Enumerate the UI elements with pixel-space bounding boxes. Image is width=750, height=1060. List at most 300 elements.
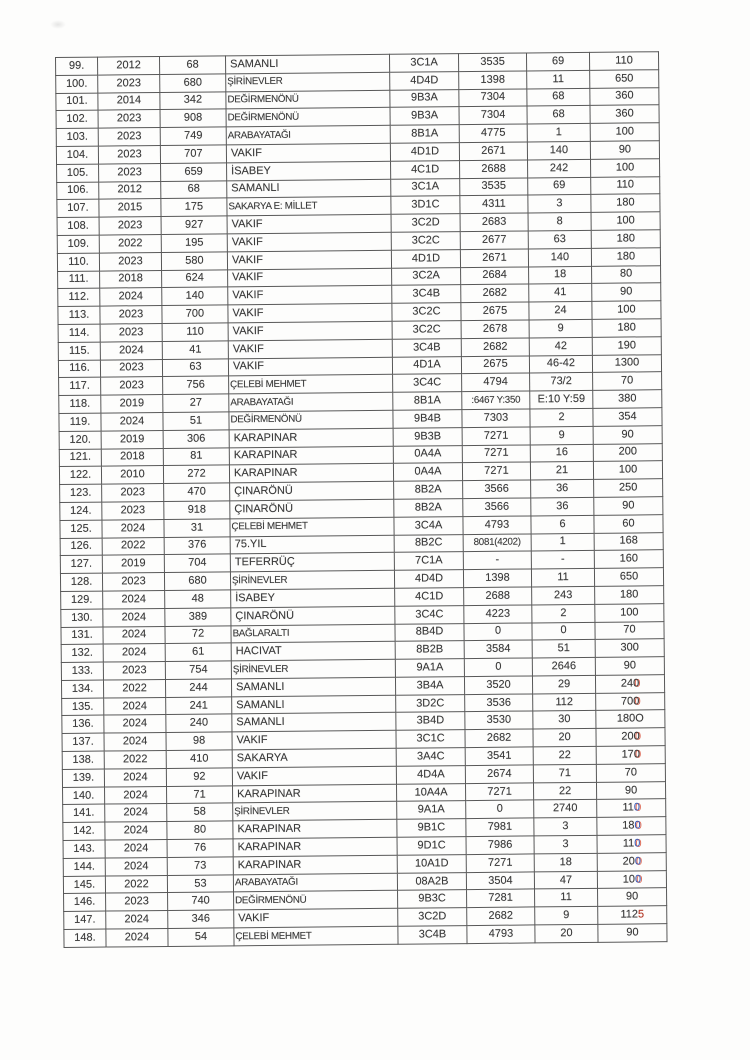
cell-col8: 650 xyxy=(594,568,663,586)
cell-col6: 7271 xyxy=(465,783,533,801)
cell-col1: 128. xyxy=(60,573,102,591)
cell-col5: 9B3A xyxy=(390,107,459,125)
cell-col1: 138. xyxy=(62,751,104,769)
cell-col7: 36 xyxy=(531,479,594,497)
cell-col7: 6 xyxy=(531,515,594,533)
cell-col3: 71 xyxy=(167,786,233,804)
cell-col8: 180O xyxy=(596,710,665,728)
cell-col1: 133. xyxy=(61,662,103,680)
cell-col7: 3 xyxy=(528,195,591,213)
cell-col8: 170 xyxy=(596,746,665,764)
cell-col6: 1398 xyxy=(463,569,531,587)
cell-col5: 3C2C xyxy=(392,303,461,321)
cell-col8: 100 xyxy=(590,123,659,141)
cell-col4: KARAPINAR xyxy=(233,784,397,803)
cell-col7: 73/2 xyxy=(530,373,593,391)
cell-col7: 9 xyxy=(535,907,598,925)
cell-col7: 42 xyxy=(529,337,592,355)
cell-col7: 63 xyxy=(528,230,591,248)
cell-col4: SAMANLI xyxy=(227,179,391,198)
cell-col8: 650 xyxy=(590,70,659,88)
cell-col8: 90 xyxy=(594,497,663,515)
cell-col8: 160 xyxy=(594,550,663,568)
cell-col8: 1300 xyxy=(592,354,661,372)
cell-col1: 105. xyxy=(57,164,99,182)
cell-col5: 8B2C xyxy=(394,534,463,552)
cell-col7: E:10 Y:59 xyxy=(530,390,593,408)
cell-col5: 9B3C xyxy=(398,890,467,908)
table-scan-tilt-wrapper xyxy=(55,51,668,948)
cell-col7: 11 xyxy=(527,70,590,88)
cell-col5: 3C4A xyxy=(394,516,463,534)
cell-col2: 2012 xyxy=(98,56,160,74)
cell-col5: 3B4A xyxy=(395,676,464,694)
cell-col5: 10A1D xyxy=(397,854,466,872)
cell-col1: 125. xyxy=(60,520,102,538)
cell-col4: KARAPINAR xyxy=(229,446,393,465)
cell-col8: 190 xyxy=(592,336,661,354)
cell-col1: 132. xyxy=(61,644,103,662)
cell-col8: 70 xyxy=(593,372,662,390)
cell-col5: 3D1C xyxy=(391,196,460,214)
cell-col2: 2024 xyxy=(103,608,165,626)
cell-col1: 124. xyxy=(60,502,102,520)
cell-col7: 36 xyxy=(531,497,594,515)
cell-col4: VAKIF xyxy=(228,339,392,358)
cell-col3: 376 xyxy=(164,536,230,554)
cell-col5: 3C2C xyxy=(392,321,461,339)
cell-col5: 4C1D xyxy=(391,160,460,178)
cell-col1: 123. xyxy=(60,484,102,502)
cell-col8: 180 xyxy=(595,586,664,604)
cell-col1: 140. xyxy=(63,787,105,805)
cell-col6: 0 xyxy=(466,800,534,818)
cell-col6: 7271 xyxy=(466,854,534,872)
cell-col3: 908 xyxy=(160,109,226,127)
cell-col3: 470 xyxy=(164,483,230,501)
cell-col2: 2024 xyxy=(103,590,165,608)
cell-col7: 21 xyxy=(530,462,593,480)
cell-col1: 106. xyxy=(57,182,99,200)
cell-col4: ŞİRİNEVLER xyxy=(230,570,394,589)
cell-col6: :6467 Y:350 xyxy=(462,391,530,409)
cell-col6: 2671 xyxy=(460,249,528,267)
cell-col3: 659 xyxy=(161,163,227,181)
cell-col2: 2023 xyxy=(98,74,160,92)
cell-col7: 140 xyxy=(528,248,591,266)
cell-col2: 2018 xyxy=(101,448,163,466)
cell-col8: 90 xyxy=(598,924,667,942)
cell-col4: İSABEY xyxy=(231,588,395,607)
cell-col6: 2688 xyxy=(464,587,532,605)
cell-col1: 127. xyxy=(60,555,102,573)
cell-col5: 8B2B xyxy=(395,641,464,659)
cell-col1: 146. xyxy=(64,894,106,912)
cell-col3: 27 xyxy=(163,394,229,412)
cell-col3: 918 xyxy=(164,501,230,519)
cell-col3: 342 xyxy=(160,91,226,109)
cell-col7: 18 xyxy=(534,853,597,871)
cell-col2: 2024 xyxy=(104,733,166,751)
cell-col4: VAKIF xyxy=(228,357,392,376)
cell-col6: 3504 xyxy=(466,872,534,890)
cell-col4: VAKIF xyxy=(234,908,398,927)
cell-col1: 99. xyxy=(56,57,98,75)
cell-col6: 3584 xyxy=(464,640,532,658)
cell-col2: 2023 xyxy=(100,359,162,377)
cell-col2: 2024 xyxy=(104,697,166,715)
cell-col3: 756 xyxy=(163,376,229,394)
cell-col4: SAMANLI xyxy=(232,713,396,732)
cell-col6: 7281 xyxy=(467,889,535,907)
cell-col7: 69 xyxy=(526,52,589,70)
cell-col8: 380 xyxy=(593,390,662,408)
cell-col6: 8081(4202) xyxy=(463,533,531,551)
cell-col6: 7271 xyxy=(462,444,530,462)
cell-col5: 9D1C xyxy=(397,837,466,855)
cell-col7: 3 xyxy=(534,835,597,853)
cell-col1: 118. xyxy=(59,395,101,413)
cell-col5: 3C2D xyxy=(398,908,467,926)
cell-col6: 4775 xyxy=(459,124,527,142)
cell-col6: 3535 xyxy=(458,53,526,71)
cell-col1: 139. xyxy=(62,769,104,787)
cell-col2: 2024 xyxy=(103,626,165,644)
cell-col8: 360 xyxy=(590,87,659,105)
cell-col3: 175 xyxy=(161,198,227,216)
cell-col4: VAKIF xyxy=(228,268,392,287)
color-fringe-digit: 0 xyxy=(633,694,640,708)
cell-col4: DEĞİRMENÖNÜ xyxy=(234,891,398,910)
cell-col1: 135. xyxy=(62,698,104,716)
cell-col8: 90 xyxy=(598,888,667,906)
cell-col2: 2023 xyxy=(102,573,164,591)
cell-col3: 73 xyxy=(167,857,233,875)
cell-col7: 11 xyxy=(535,889,598,907)
cell-col7: 16 xyxy=(530,444,593,462)
cell-col8: 180 xyxy=(591,194,660,212)
cell-col4: DEĞİRMENÖNÜ xyxy=(226,90,390,109)
cell-col3: 704 xyxy=(164,554,230,572)
cell-col3: 410 xyxy=(166,750,232,768)
cell-col2: 2024 xyxy=(100,288,162,306)
cell-col8: 110 xyxy=(597,835,666,853)
cell-col7: 47 xyxy=(534,871,597,889)
cell-col1: 107. xyxy=(57,199,99,217)
cell-col5: 9B3B xyxy=(393,427,462,445)
cell-col8: 200 xyxy=(597,853,666,871)
cell-col7: 41 xyxy=(529,284,592,302)
cell-col5: 3C4C xyxy=(395,605,464,623)
cell-col4: ÇELEBİ MEHMET xyxy=(234,926,398,945)
cell-col7: 20 xyxy=(535,924,598,942)
cell-col7: 18 xyxy=(529,266,592,284)
cell-col2: 2022 xyxy=(104,751,166,769)
cell-col7: 2740 xyxy=(534,800,597,818)
cell-col6: 2682 xyxy=(465,729,533,747)
cell-col6: 3520 xyxy=(464,676,532,694)
cell-col1: 143. xyxy=(63,840,105,858)
cell-col3: 700 xyxy=(162,305,228,323)
cell-col6: 1398 xyxy=(459,71,527,89)
cell-col2: 2019 xyxy=(101,395,163,413)
cell-col2: 2023 xyxy=(106,893,168,911)
cell-col1: 148. xyxy=(64,929,106,947)
cell-col1: 141. xyxy=(63,805,105,823)
cell-col5: 3C4B xyxy=(398,926,467,944)
cell-col6: - xyxy=(463,551,531,569)
cell-col8: 180 xyxy=(597,817,666,835)
cell-col4: VAKIF xyxy=(227,250,391,269)
cell-col8: 110 xyxy=(589,52,658,70)
cell-col4: SAMANLI xyxy=(232,695,396,714)
cell-col4: ÇINARÖNÜ xyxy=(230,499,394,518)
cell-col2: 2022 xyxy=(102,537,164,555)
cell-col4: ŞİRİNEVLER xyxy=(231,659,395,678)
cell-col5: 3C2D xyxy=(391,214,460,232)
cell-col6: 3541 xyxy=(465,747,533,765)
color-fringe-digit: 5 xyxy=(637,908,645,921)
cell-col8: 300 xyxy=(595,639,664,657)
cell-col6: 3535 xyxy=(460,178,528,196)
cell-col3: 63 xyxy=(162,358,228,376)
cell-col7: 9 xyxy=(529,319,592,337)
cell-col6: 7271 xyxy=(462,427,530,445)
cell-col7: 20 xyxy=(533,729,596,747)
cell-col2: 2024 xyxy=(105,840,167,858)
cell-col1: 112. xyxy=(58,288,100,306)
cell-col1: 119. xyxy=(59,413,101,431)
color-fringe-digit: 0 xyxy=(634,872,642,886)
cell-col6: 4793 xyxy=(467,925,535,943)
cell-col4: DEĞİRMENÖNÜ xyxy=(226,108,390,127)
cell-col6: 0 xyxy=(464,622,532,640)
cell-col3: 80 xyxy=(167,821,233,839)
cell-col3: 51 xyxy=(163,412,229,430)
cell-col8: 60 xyxy=(594,514,663,532)
cell-col2: 2023 xyxy=(98,110,160,128)
records-table xyxy=(55,51,668,948)
cell-col6: 7981 xyxy=(466,818,534,836)
cell-col5: 4D1D xyxy=(391,249,460,267)
cell-col2: 2023 xyxy=(102,484,164,502)
cell-col6: 7304 xyxy=(459,89,527,107)
cell-col5: 9A1A xyxy=(397,801,466,819)
cell-col2: 2024 xyxy=(105,857,167,875)
cell-col3: 389 xyxy=(165,608,231,626)
cell-col7: 112 xyxy=(533,693,596,711)
cell-col5: 7C1A xyxy=(394,552,463,570)
cell-col6: 4793 xyxy=(463,516,531,534)
cell-col1: 109. xyxy=(57,235,99,253)
cell-col2: 2024 xyxy=(105,804,167,822)
cell-col1: 145. xyxy=(63,876,105,894)
cell-col7: 68 xyxy=(527,106,590,124)
cell-col3: 68 xyxy=(159,56,225,74)
cell-col1: 144. xyxy=(63,858,105,876)
cell-col6: 2684 xyxy=(461,267,529,285)
cell-col1: 115. xyxy=(58,342,100,360)
cell-col3: 58 xyxy=(167,803,233,821)
cell-col6: 2671 xyxy=(459,142,527,160)
cell-col1: 120. xyxy=(59,431,101,449)
cell-col2: 2022 xyxy=(99,234,161,252)
cell-col4: VAKIF xyxy=(228,321,392,340)
cell-col8: 70 xyxy=(596,764,665,782)
cell-col4: VAKIF xyxy=(227,214,391,233)
cell-col4: ARABAYATAĞI xyxy=(229,392,393,411)
cell-col5: 8B2A xyxy=(394,499,463,517)
color-fringe-digit: 0 xyxy=(633,801,641,814)
cell-col1: 100. xyxy=(56,75,98,93)
cell-col4: VAKIF xyxy=(232,766,396,785)
cell-col3: 244 xyxy=(165,679,231,697)
color-fringe-digit: 0 xyxy=(633,677,640,690)
cell-col5: 3C4C xyxy=(393,374,462,392)
cell-col4: İSABEY xyxy=(227,161,391,180)
cell-col5: 4C1D xyxy=(395,588,464,606)
cell-col2: 2024 xyxy=(106,911,168,929)
cell-col6: 2674 xyxy=(465,765,533,783)
cell-col3: 110 xyxy=(162,323,228,341)
cell-col5: 08A2B xyxy=(397,872,466,890)
cell-col2: 2023 xyxy=(98,128,160,146)
cell-col8: 200 xyxy=(593,443,662,461)
cell-col6: 2678 xyxy=(461,320,529,338)
cell-col3: 76 xyxy=(167,839,233,857)
cell-col7: 24 xyxy=(529,302,592,320)
cell-col3: 624 xyxy=(162,269,228,287)
cell-col8: 1125 xyxy=(598,906,667,924)
cell-col2: 2022 xyxy=(105,875,167,893)
cell-col5: 9B3A xyxy=(390,89,459,107)
cell-col7: 140 xyxy=(527,141,590,159)
cell-col6: 2682 xyxy=(461,338,529,356)
cell-col7: 2 xyxy=(532,604,595,622)
cell-col1: 129. xyxy=(61,591,103,609)
cell-col7: 22 xyxy=(533,746,596,764)
cell-col3: 92 xyxy=(166,768,232,786)
cell-col7: - xyxy=(531,551,594,569)
cell-col1: 121. xyxy=(59,449,101,467)
cell-col3: 740 xyxy=(168,892,234,910)
cell-col2: 2010 xyxy=(101,466,163,484)
cell-col3: 61 xyxy=(165,643,231,661)
cell-col2: 2023 xyxy=(99,217,161,235)
cell-col5: 0A4A xyxy=(393,445,462,463)
cell-col8: 110 xyxy=(591,176,660,194)
cell-col6: 0 xyxy=(464,658,532,676)
cell-col3: 98 xyxy=(166,732,232,750)
cell-col7: 30 xyxy=(533,711,596,729)
cell-col4: KARAPINAR xyxy=(229,428,393,447)
cell-col7: 1 xyxy=(527,124,590,142)
cell-col5: 4D4D xyxy=(390,71,459,89)
cell-col1: 104. xyxy=(56,146,98,164)
cell-col7: 242 xyxy=(528,159,591,177)
cell-col5: 10A4A xyxy=(396,783,465,801)
cell-col6: 2688 xyxy=(460,160,528,178)
cell-col2: 2023 xyxy=(98,145,160,163)
cell-col4: ÇELEBİ MEHMET xyxy=(230,517,394,536)
cell-col8: 200 xyxy=(596,728,665,746)
cell-col3: 54 xyxy=(168,928,234,946)
cell-col7: 68 xyxy=(527,88,590,106)
cell-col4: ARABAYATAĞI xyxy=(233,873,397,892)
cell-col2: 2023 xyxy=(99,163,161,181)
cell-col7: 243 xyxy=(532,586,595,604)
cell-col7: 9 xyxy=(530,426,593,444)
cell-col1: 130. xyxy=(61,609,103,627)
cell-col7: 29 xyxy=(532,675,595,693)
cell-col5: 4D1D xyxy=(390,143,459,161)
cell-col8: 100 xyxy=(592,301,661,319)
cell-col4: BAĞLARALTI xyxy=(231,624,395,643)
cell-col8: 180 xyxy=(591,230,660,248)
cell-col4: ŞİRİNEVLER xyxy=(226,72,390,91)
cell-col6: 2677 xyxy=(460,231,528,249)
cell-col2: 2022 xyxy=(103,679,165,697)
cell-col2: 2023 xyxy=(100,323,162,341)
cell-col2: 2024 xyxy=(106,929,168,947)
cell-col4: SAMANLI xyxy=(225,54,389,73)
color-fringe-digit: 0 xyxy=(633,730,640,743)
cell-col5: 8B1A xyxy=(390,125,459,143)
cell-col6: 2675 xyxy=(461,356,529,374)
cell-col4: VAKIF xyxy=(227,232,391,251)
cell-col3: 680 xyxy=(164,572,230,590)
cell-col3: 31 xyxy=(164,519,230,537)
cell-col5: 9B1C xyxy=(397,819,466,837)
cell-col2: 2024 xyxy=(101,412,163,430)
color-fringe-digit: 0 xyxy=(634,837,641,850)
cell-col3: 53 xyxy=(167,874,233,892)
cell-col4: SAKARYA xyxy=(232,748,396,767)
cell-col5: 8B4D xyxy=(395,623,464,641)
color-fringe-digit: 0 xyxy=(633,748,640,761)
cell-col1: 117. xyxy=(59,377,101,395)
cell-col4: TEFERRÜÇ xyxy=(230,553,394,572)
cell-col8: 70 xyxy=(595,621,664,639)
cell-col8: 180 xyxy=(591,247,660,265)
cell-col3: 195 xyxy=(161,234,227,252)
cell-col8: 100 xyxy=(593,461,662,479)
cell-col2: 2019 xyxy=(101,430,163,448)
cell-col1: 134. xyxy=(61,680,103,698)
cell-col6: 4311 xyxy=(460,195,528,213)
color-fringe-digit: 0 xyxy=(634,819,641,832)
cell-col4: VAKIF xyxy=(226,143,390,162)
cell-col6: 2683 xyxy=(460,213,528,231)
cell-col7: 8 xyxy=(528,213,591,231)
cell-col4: DEĞİRMENÖNÜ xyxy=(229,410,393,429)
cell-col8: 100 xyxy=(591,158,660,176)
cell-col2: 2023 xyxy=(101,377,163,395)
cell-col5: 3C1A xyxy=(389,54,458,72)
cell-col4: SAKARYA E: MİLLET xyxy=(227,197,391,216)
cell-col2: 2024 xyxy=(102,519,164,537)
cell-col3: 41 xyxy=(162,341,228,359)
cell-col3: 927 xyxy=(161,216,227,234)
cell-col1: 122. xyxy=(59,466,101,484)
cell-col2: 2019 xyxy=(102,555,164,573)
cell-col7: 0 xyxy=(532,622,595,640)
cell-col4: ÇELEBİ MEHMET xyxy=(229,375,393,394)
cell-col7: 2 xyxy=(530,408,593,426)
cell-col8: 700 xyxy=(596,692,665,710)
cell-col1: 114. xyxy=(58,324,100,342)
cell-col1: 113. xyxy=(58,306,100,324)
